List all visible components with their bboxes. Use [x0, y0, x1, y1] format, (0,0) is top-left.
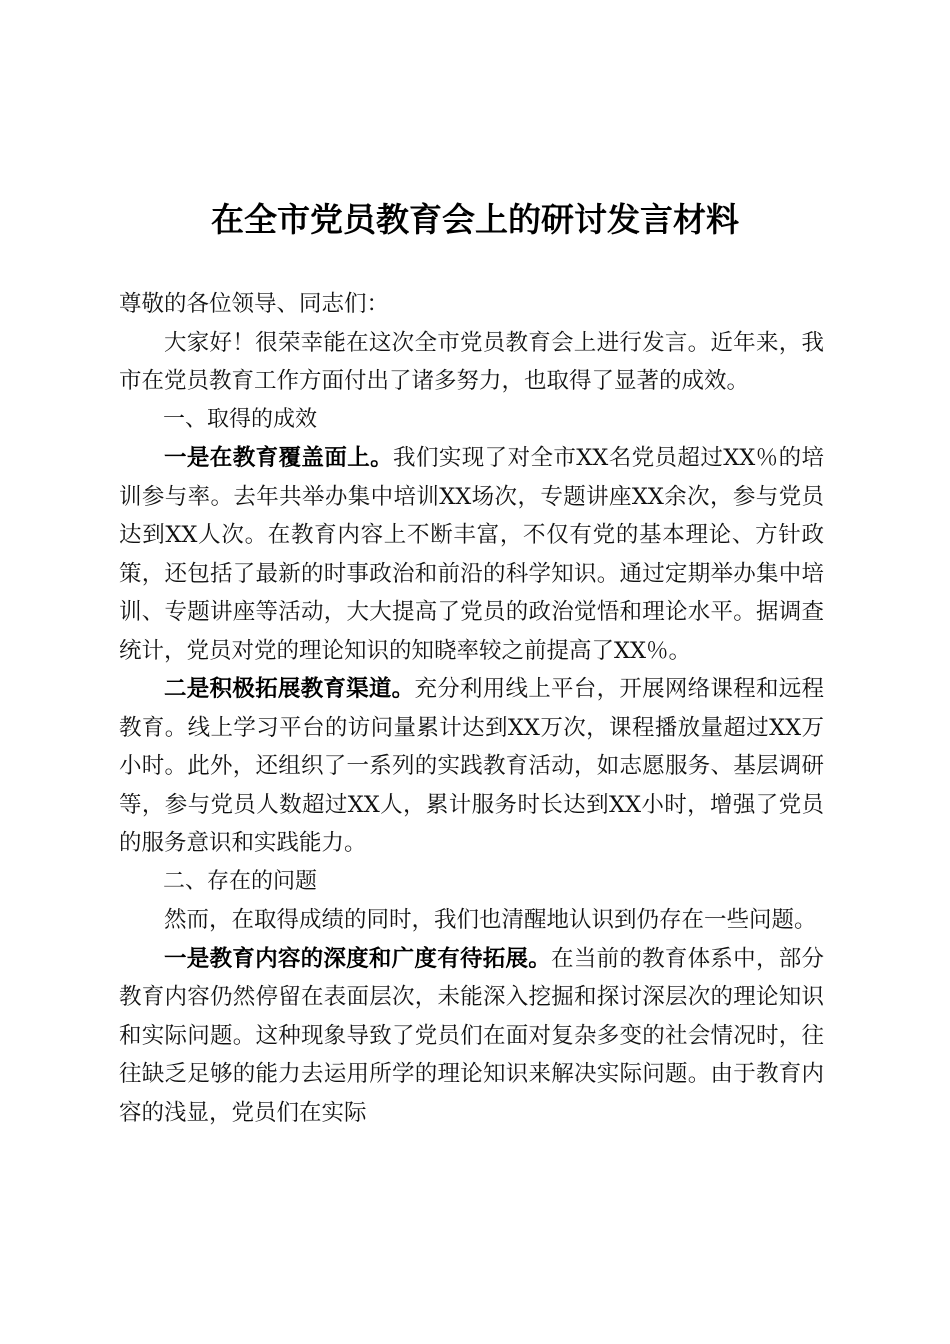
paragraph-lead: 一是教育内容的深度和广度有待拓展。 — [164, 945, 552, 972]
document-body — [119, 285, 824, 1132]
section-1-heading: 一、取得的成效 — [163, 406, 318, 432]
opening-paragraph: 大家好！很荣幸能在这次全市党员教育会上进行发言。近年来，我市在党员教育工作方面付出了诸多努力，也取得了显著的成效。 — [119, 329, 824, 394]
paragraph-lead: 二是积极拓展教育渠道。 — [164, 676, 415, 702]
section-2-intro: 然而，在取得成绩的同时，我们也清醒地认识到仍存在一些问题。 — [164, 907, 817, 933]
paragraph — [119, 670, 824, 863]
paragraph — [119, 940, 824, 1133]
paragraph — [119, 439, 824, 670]
section-2-heading: 二、存在的问题 — [163, 868, 318, 894]
salutation: 尊敬的各位领导、同志们： — [119, 291, 390, 317]
paragraph-lead: 一是在教育覆盖面上。 — [164, 445, 394, 471]
paragraph-text: 充分利用线上平台，开展网络课程和远程教育。线上学习平台的访问量累计达到XX万次，课程播放量超过XX万小时。此外，还组织了一系列的实践教育活动，如志愿服务、基层调研等，参与党员人数超过XX人，累计服务时长达到XX小时，增强了党员的服务意识和实践能力。 — [119, 676, 824, 856]
paragraph-text: 在当前的教育体系中，部分教育内容仍然停留在表面层次，未能深入挖掘和探讨深层次的理论知识和实际问题。这种现象导致了党员们在面对复杂多变的社会情况时，往往缺乏足够的能力去运用所学的理论知识来解决实际问题。由于教育内容的浅显，党员们在实际 — [119, 945, 824, 1126]
paragraph-text: 我们实现了对全市XX名党员超过XX％的培训参与率。去年共举办集中培训XX场次，专题讲座XX余次，参与党员达到XX人次。在教育内容上不断丰富，不仅有党的基本理论、方针政策，还包括了最新的时事政治和前沿的科学知识。通过定期举办集中培训、专题讲座等活动，大大提高了党员的政治觉悟和理论水平。据调查统计，党员对党的理论知识的知晓率较之前提高了XX％。 — [119, 445, 824, 664]
document-title: 在全市党员教育会上的研讨发言材料 — [211, 200, 739, 239]
